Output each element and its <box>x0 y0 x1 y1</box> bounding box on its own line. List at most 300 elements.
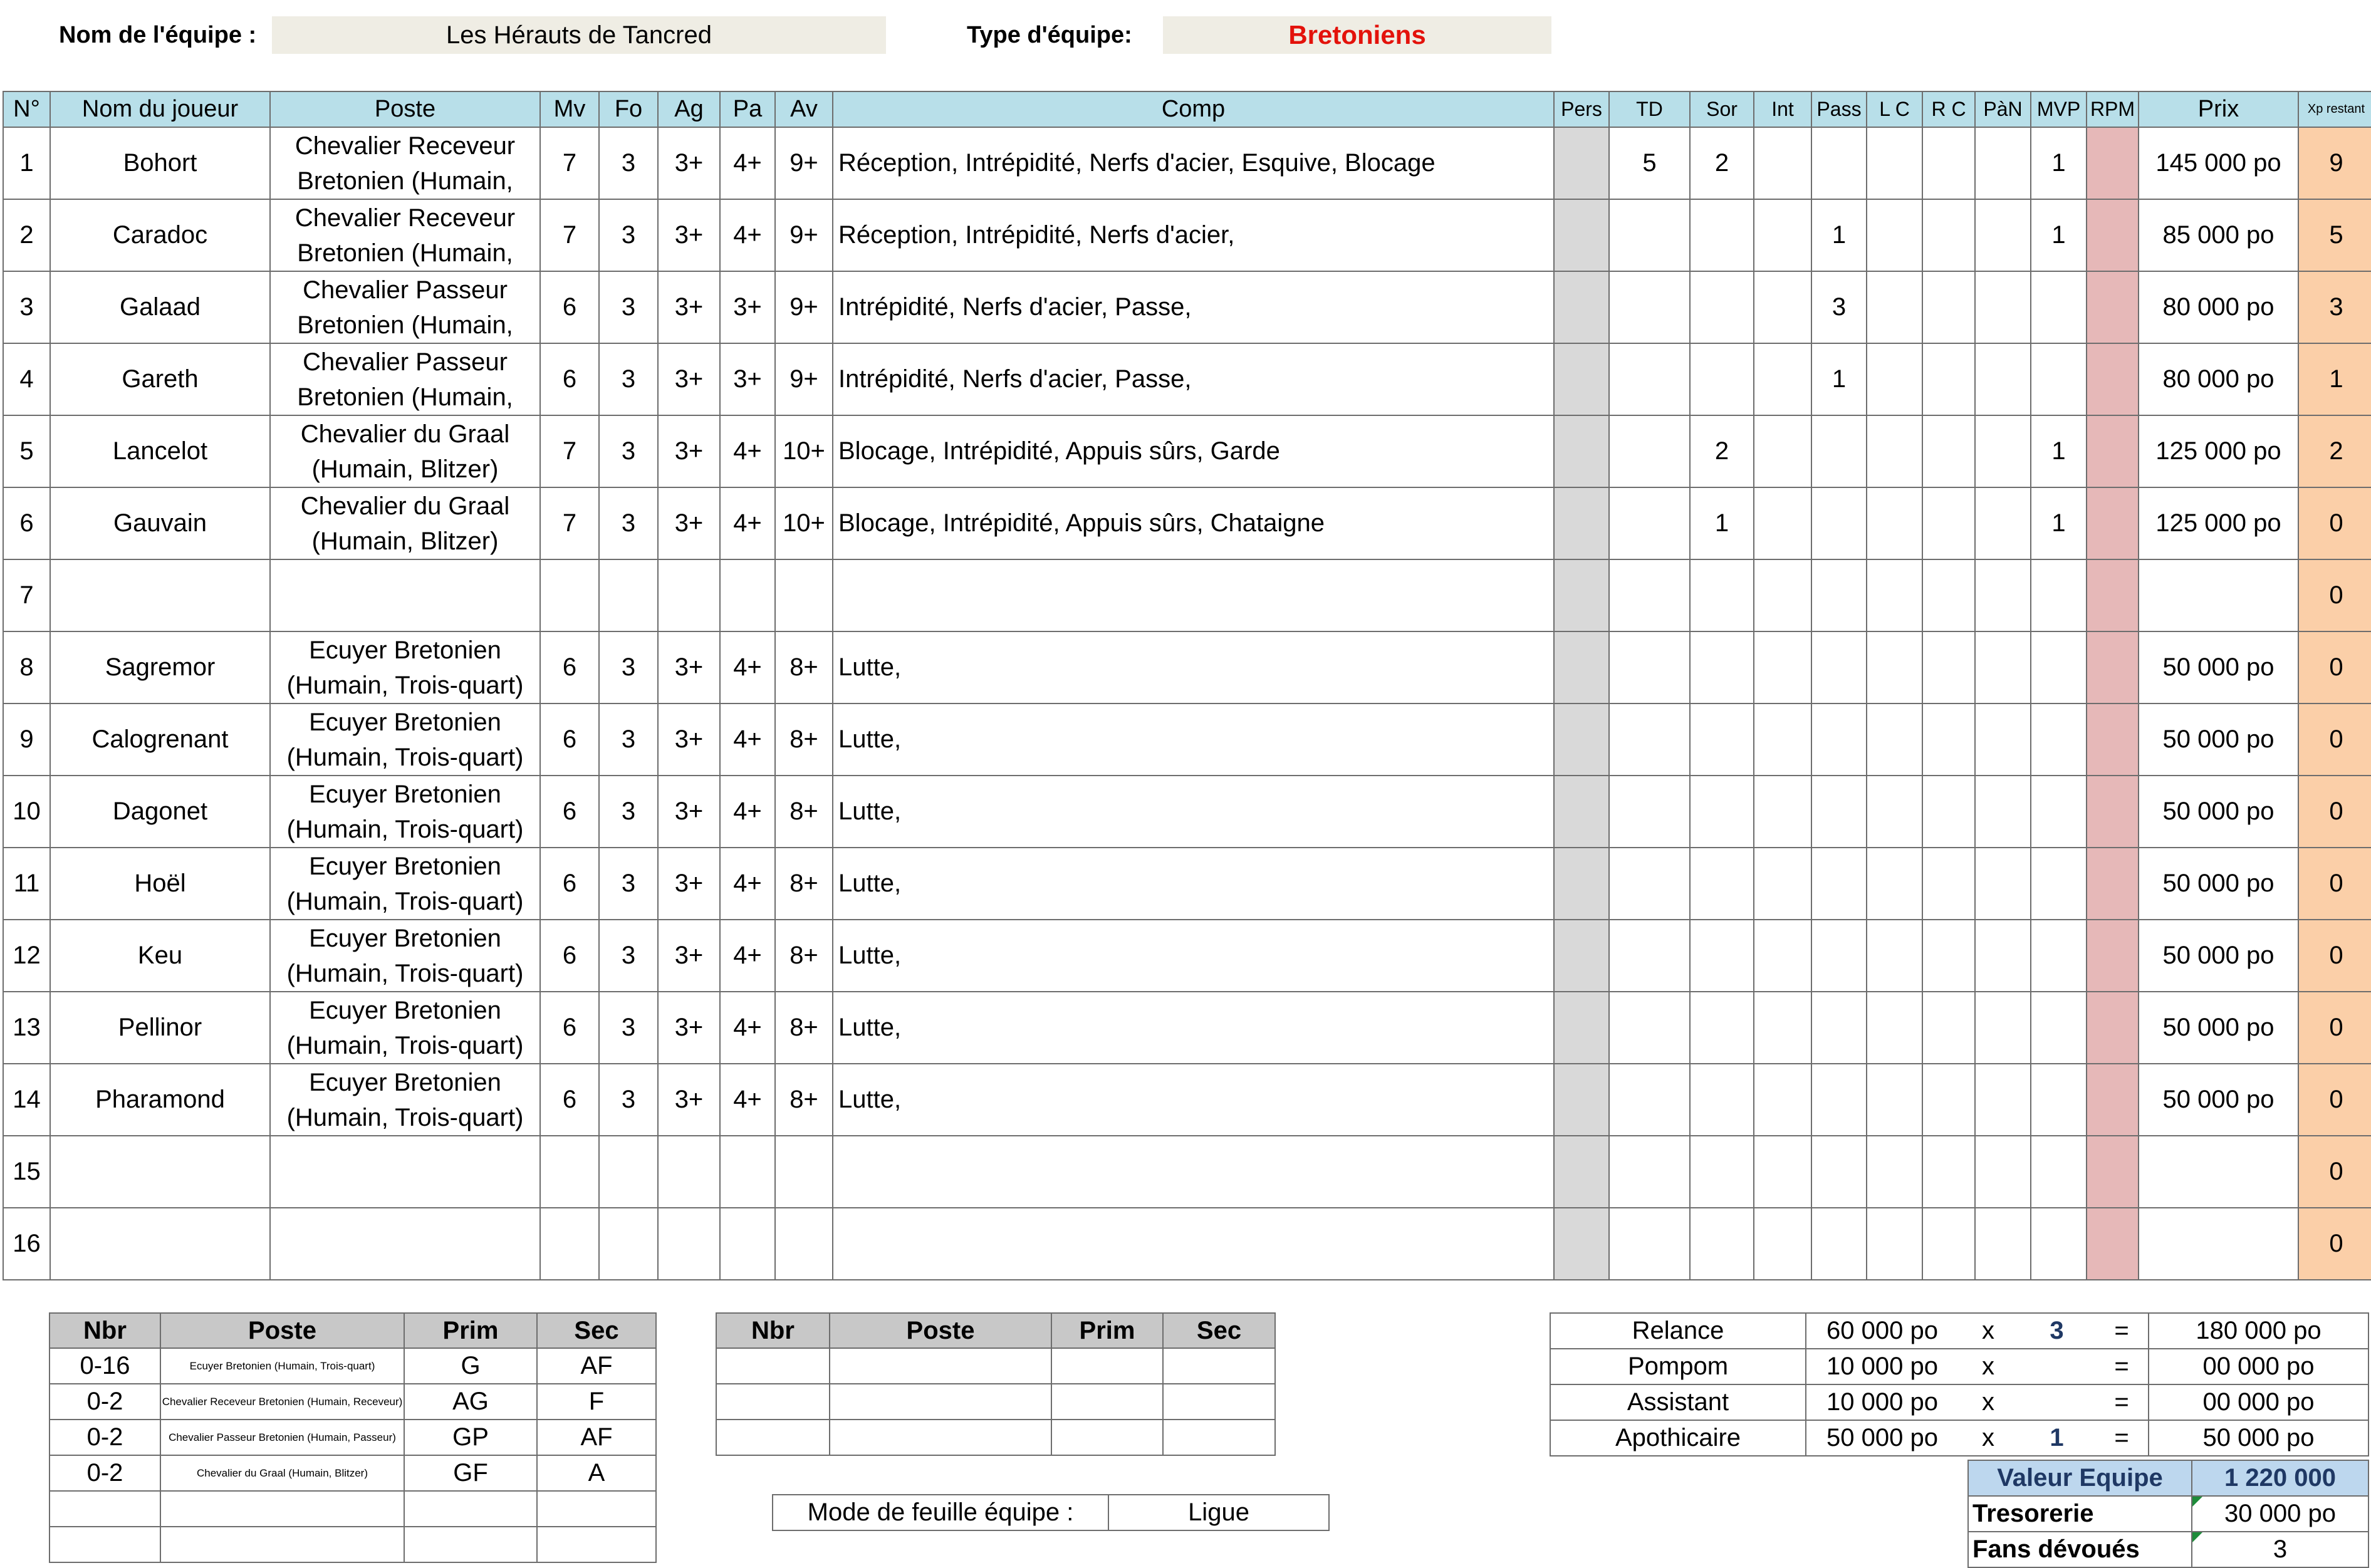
player-number[interactable]: 1 <box>3 127 50 199</box>
stat-pass[interactable] <box>1811 1208 1867 1280</box>
stat-ag[interactable] <box>658 1136 720 1208</box>
xp-remaining[interactable]: 0 <box>2298 776 2371 848</box>
stat-pan[interactable] <box>1975 343 2031 415</box>
stat-sor[interactable]: 2 <box>1690 415 1754 487</box>
stat-ag[interactable] <box>658 559 720 631</box>
stat-lc[interactable] <box>1867 704 1922 776</box>
stat-td[interactable] <box>1609 559 1690 631</box>
stat-lc[interactable] <box>1867 992 1922 1064</box>
stat-pass[interactable] <box>1811 992 1867 1064</box>
player-price[interactable]: 145 000 po <box>2139 127 2298 199</box>
stat-sor[interactable] <box>1690 631 1754 704</box>
stat-ag[interactable]: 3+ <box>658 271 720 343</box>
stat-pa[interactable]: 4+ <box>720 920 775 992</box>
player-price[interactable] <box>2139 1136 2298 1208</box>
stat-pass[interactable] <box>1811 559 1867 631</box>
stat-av[interactable]: 8+ <box>775 920 833 992</box>
player-name[interactable]: Pharamond <box>50 1064 270 1136</box>
stat-lc[interactable] <box>1867 127 1922 199</box>
xp-remaining[interactable]: 0 <box>2298 1136 2371 1208</box>
stat-td[interactable] <box>1609 1064 1690 1136</box>
stat-td[interactable] <box>1609 631 1690 704</box>
player-number[interactable]: 9 <box>3 704 50 776</box>
stat-td[interactable] <box>1609 271 1690 343</box>
player-position[interactable] <box>270 199 540 271</box>
player-position[interactable] <box>270 1208 540 1280</box>
stat-fo[interactable]: 3 <box>599 992 658 1064</box>
player-price[interactable]: 50 000 po <box>2139 848 2298 920</box>
stat-av[interactable]: 9+ <box>775 343 833 415</box>
stat-int[interactable] <box>1754 776 1811 848</box>
player-number[interactable]: 6 <box>3 487 50 559</box>
stat-pan[interactable] <box>1975 127 2031 199</box>
stat-rpm[interactable] <box>2087 127 2139 199</box>
stat-int[interactable] <box>1754 1064 1811 1136</box>
stat-pa[interactable]: 4+ <box>720 415 775 487</box>
stat-int[interactable] <box>1754 848 1811 920</box>
stat-pass[interactable] <box>1811 415 1867 487</box>
stat-pers[interactable] <box>1554 1064 1609 1136</box>
stat-int[interactable] <box>1754 487 1811 559</box>
player-name[interactable] <box>50 1136 270 1208</box>
stat-fo[interactable]: 3 <box>599 704 658 776</box>
stat-sor[interactable] <box>1690 343 1754 415</box>
stat-fo[interactable]: 3 <box>599 776 658 848</box>
stat-pass[interactable] <box>1811 631 1867 704</box>
stat-sor[interactable] <box>1690 992 1754 1064</box>
stat-rc[interactable] <box>1922 415 1975 487</box>
player-position[interactable] <box>270 920 540 992</box>
stat-fo[interactable]: 3 <box>599 487 658 559</box>
stat-pa[interactable] <box>720 1208 775 1280</box>
stat-pan[interactable] <box>1975 1064 2031 1136</box>
stat-pa[interactable]: 4+ <box>720 704 775 776</box>
stat-rpm[interactable] <box>2087 271 2139 343</box>
stat-ag[interactable]: 3+ <box>658 415 720 487</box>
stat-ag[interactable]: 3+ <box>658 1064 720 1136</box>
stat-sor[interactable] <box>1690 271 1754 343</box>
player-skills[interactable] <box>833 559 1554 631</box>
stat-mv[interactable]: 6 <box>540 704 599 776</box>
stat-rc[interactable] <box>1922 848 1975 920</box>
stat-av[interactable] <box>775 1208 833 1280</box>
player-name[interactable] <box>50 1208 270 1280</box>
stat-mvp[interactable] <box>2031 920 2087 992</box>
stat-rpm[interactable] <box>2087 704 2139 776</box>
player-position[interactable] <box>270 704 540 776</box>
stat-pass[interactable] <box>1811 1136 1867 1208</box>
stat-ag[interactable]: 3+ <box>658 343 720 415</box>
stat-mvp[interactable]: 1 <box>2031 127 2087 199</box>
stat-lc[interactable] <box>1867 415 1922 487</box>
stat-lc[interactable] <box>1867 848 1922 920</box>
stat-lc[interactable] <box>1867 920 1922 992</box>
player-number[interactable]: 14 <box>3 1064 50 1136</box>
player-skills[interactable]: Blocage, Intrépidité, Appuis sûrs, Chataigne <box>833 487 1554 559</box>
player-name[interactable]: Gareth <box>50 343 270 415</box>
stat-mv[interactable]: 6 <box>540 343 599 415</box>
stat-pass[interactable] <box>1811 127 1867 199</box>
stat-pan[interactable] <box>1975 704 2031 776</box>
player-skills[interactable]: Lutte, <box>833 704 1554 776</box>
stat-td[interactable]: 5 <box>1609 127 1690 199</box>
stat-td[interactable] <box>1609 704 1690 776</box>
stat-int[interactable] <box>1754 992 1811 1064</box>
player-price[interactable] <box>2139 559 2298 631</box>
stat-pers[interactable] <box>1554 487 1609 559</box>
stat-pers[interactable] <box>1554 199 1609 271</box>
stat-lc[interactable] <box>1867 776 1922 848</box>
player-skills[interactable]: Lutte, <box>833 631 1554 704</box>
stat-pers[interactable] <box>1554 920 1609 992</box>
player-skills[interactable]: Lutte, <box>833 776 1554 848</box>
cost-quantity[interactable] <box>2018 1384 2095 1420</box>
stat-pan[interactable] <box>1975 992 2031 1064</box>
stat-mvp[interactable]: 1 <box>2031 415 2087 487</box>
stat-int[interactable] <box>1754 415 1811 487</box>
stat-mvp[interactable] <box>2031 1064 2087 1136</box>
stat-fo[interactable] <box>599 559 658 631</box>
stat-sor[interactable] <box>1690 920 1754 992</box>
stat-rc[interactable] <box>1922 1136 1975 1208</box>
stat-av[interactable]: 9+ <box>775 271 833 343</box>
stat-pers[interactable] <box>1554 631 1609 704</box>
treasury-value-cell[interactable] <box>2192 1496 2368 1532</box>
stat-mv[interactable] <box>540 1136 599 1208</box>
stat-pass[interactable]: 1 <box>1811 199 1867 271</box>
stat-rc[interactable] <box>1922 127 1975 199</box>
xp-remaining[interactable]: 0 <box>2298 848 2371 920</box>
stat-mv[interactable]: 7 <box>540 127 599 199</box>
player-name[interactable] <box>50 559 270 631</box>
stat-rpm[interactable] <box>2087 631 2139 704</box>
xp-remaining[interactable]: 1 <box>2298 343 2371 415</box>
stat-ag[interactable]: 3+ <box>658 631 720 704</box>
stat-sor[interactable] <box>1690 1064 1754 1136</box>
player-position[interactable] <box>270 1064 540 1136</box>
player-skills[interactable]: Intrépidité, Nerfs d'acier, Passe, <box>833 271 1554 343</box>
stat-pa[interactable]: 4+ <box>720 776 775 848</box>
stat-sor[interactable]: 2 <box>1690 127 1754 199</box>
stat-pa[interactable]: 4+ <box>720 199 775 271</box>
stat-lc[interactable] <box>1867 1064 1922 1136</box>
stat-fo[interactable]: 3 <box>599 1064 658 1136</box>
stat-int[interactable] <box>1754 920 1811 992</box>
stat-rpm[interactable] <box>2087 920 2139 992</box>
stat-rc[interactable] <box>1922 343 1975 415</box>
stat-pers[interactable] <box>1554 776 1609 848</box>
xp-remaining[interactable]: 2 <box>2298 415 2371 487</box>
stat-rpm[interactable] <box>2087 848 2139 920</box>
stat-sor[interactable] <box>1690 559 1754 631</box>
stat-int[interactable] <box>1754 631 1811 704</box>
player-name[interactable]: Hoël <box>50 848 270 920</box>
stat-rc[interactable] <box>1922 199 1975 271</box>
stat-pa[interactable] <box>720 559 775 631</box>
stat-ag[interactable]: 3+ <box>658 487 720 559</box>
stat-int[interactable] <box>1754 343 1811 415</box>
player-position[interactable] <box>270 559 540 631</box>
stat-pers[interactable] <box>1554 1136 1609 1208</box>
player-skills[interactable]: Intrépidité, Nerfs d'acier, Passe, <box>833 343 1554 415</box>
stat-ag[interactable]: 3+ <box>658 992 720 1064</box>
stat-av[interactable]: 8+ <box>775 631 833 704</box>
stat-rc[interactable] <box>1922 704 1975 776</box>
stat-mv[interactable] <box>540 559 599 631</box>
stat-pan[interactable] <box>1975 559 2031 631</box>
stat-int[interactable] <box>1754 271 1811 343</box>
stat-fo[interactable]: 3 <box>599 848 658 920</box>
stat-mvp[interactable] <box>2031 704 2087 776</box>
stat-lc[interactable] <box>1867 1208 1922 1280</box>
stat-lc[interactable] <box>1867 1136 1922 1208</box>
stat-fo[interactable]: 3 <box>599 631 658 704</box>
stat-rc[interactable] <box>1922 776 1975 848</box>
player-name[interactable]: Galaad <box>50 271 270 343</box>
stat-pers[interactable] <box>1554 704 1609 776</box>
stat-sor[interactable] <box>1690 1136 1754 1208</box>
stat-ag[interactable]: 3+ <box>658 127 720 199</box>
stat-pass[interactable] <box>1811 848 1867 920</box>
player-number[interactable]: 5 <box>3 415 50 487</box>
player-price[interactable]: 125 000 po <box>2139 415 2298 487</box>
stat-av[interactable]: 8+ <box>775 848 833 920</box>
player-position[interactable] <box>270 776 540 848</box>
stat-mv[interactable]: 6 <box>540 1064 599 1136</box>
stat-td[interactable] <box>1609 1136 1690 1208</box>
stat-mvp[interactable] <box>2031 1208 2087 1280</box>
stat-td[interactable] <box>1609 1208 1690 1280</box>
cost-quantity[interactable]: 1 <box>2018 1420 2095 1456</box>
player-name[interactable]: Bohort <box>50 127 270 199</box>
stat-mvp[interactable] <box>2031 343 2087 415</box>
stat-av[interactable]: 9+ <box>775 199 833 271</box>
player-price[interactable]: 50 000 po <box>2139 992 2298 1064</box>
stat-pers[interactable] <box>1554 992 1609 1064</box>
stat-av[interactable]: 8+ <box>775 992 833 1064</box>
stat-mvp[interactable] <box>2031 631 2087 704</box>
stat-fo[interactable]: 3 <box>599 199 658 271</box>
stat-fo[interactable] <box>599 1136 658 1208</box>
stat-sor[interactable] <box>1690 848 1754 920</box>
stat-rc[interactable] <box>1922 487 1975 559</box>
player-skills[interactable]: Réception, Intrépidité, Nerfs d'acier, Esquive, Blocage <box>833 127 1554 199</box>
player-name[interactable]: Caradoc <box>50 199 270 271</box>
stat-av[interactable]: 8+ <box>775 1064 833 1136</box>
stat-mv[interactable]: 6 <box>540 271 599 343</box>
stat-pan[interactable] <box>1975 1136 2031 1208</box>
player-skills[interactable] <box>833 1136 1554 1208</box>
player-name[interactable]: Sagremor <box>50 631 270 704</box>
stat-int[interactable] <box>1754 559 1811 631</box>
player-price[interactable] <box>2139 1208 2298 1280</box>
stat-td[interactable] <box>1609 848 1690 920</box>
player-name[interactable]: Lancelot <box>50 415 270 487</box>
xp-remaining[interactable]: 0 <box>2298 487 2371 559</box>
stat-int[interactable] <box>1754 704 1811 776</box>
stat-rc[interactable] <box>1922 631 1975 704</box>
stat-pass[interactable]: 1 <box>1811 343 1867 415</box>
stat-rpm[interactable] <box>2087 415 2139 487</box>
stat-fo[interactable]: 3 <box>599 920 658 992</box>
stat-lc[interactable] <box>1867 559 1922 631</box>
player-skills[interactable]: Lutte, <box>833 848 1554 920</box>
stat-pa[interactable]: 3+ <box>720 271 775 343</box>
stat-pers[interactable] <box>1554 271 1609 343</box>
stat-mv[interactable]: 7 <box>540 487 599 559</box>
stat-pan[interactable] <box>1975 271 2031 343</box>
player-number[interactable]: 11 <box>3 848 50 920</box>
stat-mvp[interactable]: 1 <box>2031 487 2087 559</box>
xp-remaining[interactable]: 0 <box>2298 559 2371 631</box>
stat-fo[interactable]: 3 <box>599 343 658 415</box>
stat-av[interactable] <box>775 1136 833 1208</box>
stat-pass[interactable] <box>1811 487 1867 559</box>
xp-remaining[interactable]: 0 <box>2298 704 2371 776</box>
stat-av[interactable]: 10+ <box>775 487 833 559</box>
player-number[interactable]: 13 <box>3 992 50 1064</box>
player-position[interactable] <box>270 631 540 704</box>
stat-mvp[interactable] <box>2031 992 2087 1064</box>
stat-rpm[interactable] <box>2087 559 2139 631</box>
stat-mvp[interactable] <box>2031 271 2087 343</box>
xp-remaining[interactable]: 0 <box>2298 1064 2371 1136</box>
stat-pan[interactable] <box>1975 415 2031 487</box>
stat-mv[interactable]: 6 <box>540 848 599 920</box>
xp-remaining[interactable]: 5 <box>2298 199 2371 271</box>
stat-pers[interactable] <box>1554 559 1609 631</box>
stat-rc[interactable] <box>1922 271 1975 343</box>
player-number[interactable]: 8 <box>3 631 50 704</box>
stat-pa[interactable]: 3+ <box>720 343 775 415</box>
stat-pers[interactable] <box>1554 415 1609 487</box>
stat-ag[interactable] <box>658 1208 720 1280</box>
stat-pass[interactable]: 3 <box>1811 271 1867 343</box>
player-number[interactable]: 10 <box>3 776 50 848</box>
player-skills[interactable]: Lutte, <box>833 992 1554 1064</box>
stat-int[interactable] <box>1754 199 1811 271</box>
fans-value-cell[interactable] <box>2192 1532 2368 1567</box>
player-position[interactable] <box>270 415 540 487</box>
stat-rc[interactable] <box>1922 1208 1975 1280</box>
stat-sor[interactable] <box>1690 1208 1754 1280</box>
player-number[interactable]: 2 <box>3 199 50 271</box>
stat-pass[interactable] <box>1811 920 1867 992</box>
stat-mv[interactable]: 6 <box>540 776 599 848</box>
player-skills[interactable] <box>833 1208 1554 1280</box>
player-skills[interactable]: Lutte, <box>833 1064 1554 1136</box>
stat-mv[interactable]: 6 <box>540 631 599 704</box>
stat-td[interactable] <box>1609 920 1690 992</box>
stat-mvp[interactable] <box>2031 848 2087 920</box>
player-position[interactable] <box>270 1136 540 1208</box>
stat-pan[interactable] <box>1975 848 2031 920</box>
stat-td[interactable] <box>1609 199 1690 271</box>
stat-td[interactable] <box>1609 487 1690 559</box>
xp-remaining[interactable]: 3 <box>2298 271 2371 343</box>
player-name[interactable]: Keu <box>50 920 270 992</box>
stat-pa[interactable] <box>720 1136 775 1208</box>
player-price[interactable]: 80 000 po <box>2139 343 2298 415</box>
stat-td[interactable] <box>1609 992 1690 1064</box>
stat-sor[interactable] <box>1690 704 1754 776</box>
stat-av[interactable]: 9+ <box>775 127 833 199</box>
stat-lc[interactable] <box>1867 343 1922 415</box>
stat-rpm[interactable] <box>2087 1136 2139 1208</box>
stat-pa[interactable]: 4+ <box>720 992 775 1064</box>
stat-lc[interactable] <box>1867 271 1922 343</box>
stat-mv[interactable]: 6 <box>540 920 599 992</box>
stat-int[interactable] <box>1754 1136 1811 1208</box>
player-number[interactable]: 12 <box>3 920 50 992</box>
stat-mv[interactable] <box>540 1208 599 1280</box>
stat-pan[interactable] <box>1975 776 2031 848</box>
stat-fo[interactable] <box>599 1208 658 1280</box>
player-skills[interactable]: Lutte, <box>833 920 1554 992</box>
stat-mvp[interactable] <box>2031 776 2087 848</box>
stat-pers[interactable] <box>1554 127 1609 199</box>
stat-av[interactable]: 10+ <box>775 415 833 487</box>
stat-fo[interactable]: 3 <box>599 127 658 199</box>
cost-quantity[interactable]: 3 <box>2018 1313 2095 1349</box>
xp-remaining[interactable]: 0 <box>2298 631 2371 704</box>
stat-pan[interactable] <box>1975 487 2031 559</box>
stat-td[interactable] <box>1609 776 1690 848</box>
player-position[interactable] <box>270 487 540 559</box>
stat-rpm[interactable] <box>2087 199 2139 271</box>
cost-quantity[interactable] <box>2018 1349 2095 1384</box>
stat-rpm[interactable] <box>2087 343 2139 415</box>
player-position[interactable] <box>270 848 540 920</box>
xp-remaining[interactable]: 9 <box>2298 127 2371 199</box>
stat-pa[interactable]: 4+ <box>720 487 775 559</box>
stat-mvp[interactable] <box>2031 1136 2087 1208</box>
team-type-field[interactable]: Bretoniens <box>1163 16 1551 54</box>
stat-int[interactable] <box>1754 1208 1811 1280</box>
stat-pa[interactable]: 4+ <box>720 848 775 920</box>
stat-av[interactable] <box>775 559 833 631</box>
team-name-field[interactable]: Les Hérauts de Tancred <box>272 16 886 54</box>
stat-td[interactable] <box>1609 343 1690 415</box>
stat-ag[interactable]: 3+ <box>658 920 720 992</box>
stat-fo[interactable]: 3 <box>599 271 658 343</box>
stat-lc[interactable] <box>1867 631 1922 704</box>
stat-pan[interactable] <box>1975 920 2031 992</box>
stat-av[interactable]: 8+ <box>775 704 833 776</box>
stat-rpm[interactable] <box>2087 992 2139 1064</box>
stat-mvp[interactable] <box>2031 559 2087 631</box>
stat-int[interactable] <box>1754 127 1811 199</box>
player-name[interactable]: Pellinor <box>50 992 270 1064</box>
stat-rc[interactable] <box>1922 992 1975 1064</box>
player-name[interactable]: Dagonet <box>50 776 270 848</box>
stat-lc[interactable] <box>1867 199 1922 271</box>
player-name[interactable]: Gauvain <box>50 487 270 559</box>
stat-pa[interactable]: 4+ <box>720 127 775 199</box>
xp-remaining[interactable]: 0 <box>2298 992 2371 1064</box>
player-price[interactable]: 80 000 po <box>2139 271 2298 343</box>
player-number[interactable]: 15 <box>3 1136 50 1208</box>
stat-ag[interactable]: 3+ <box>658 704 720 776</box>
player-position[interactable] <box>270 271 540 343</box>
stat-fo[interactable]: 3 <box>599 415 658 487</box>
stat-pan[interactable] <box>1975 631 2031 704</box>
player-position[interactable] <box>270 343 540 415</box>
stat-rpm[interactable] <box>2087 1208 2139 1280</box>
stat-mvp[interactable]: 1 <box>2031 199 2087 271</box>
stat-td[interactable] <box>1609 415 1690 487</box>
stat-pan[interactable] <box>1975 199 2031 271</box>
